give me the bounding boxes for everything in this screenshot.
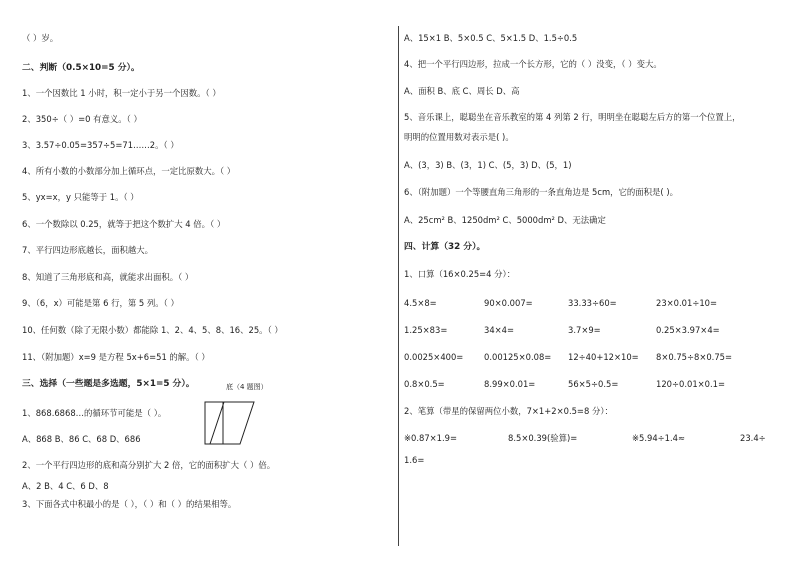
oral-cell: 120÷0.01×0.1= xyxy=(656,379,726,389)
q4: 4、把一个平行四边形，拉成一个长方形，它的（ ）没变，（ ）变大。 xyxy=(404,59,662,69)
oral-cell: 34×4= xyxy=(484,325,515,335)
judge-item-2: 2、350÷（ ）=0 有意义。（ ） xyxy=(22,114,142,124)
written-item: ※0.87×1.9= xyxy=(404,433,458,443)
oral-cell: 0.0025×400= xyxy=(404,352,464,362)
oral-cell: 0.8×0.5= xyxy=(404,379,445,389)
written-item: 8.5×0.39(验算)= xyxy=(508,433,578,443)
oral-cell: 12÷40+12×10= xyxy=(568,352,639,362)
oral-cell: 56×5÷0.5= xyxy=(568,379,619,389)
q5-line-2: 明明的位置用数对表示是( )。 xyxy=(404,132,514,142)
oral-cell: 8.99×0.01= xyxy=(484,379,536,389)
judge-item-6: 6、一个数除以 0.25，就等于把这个数扩大 4 倍。（ ） xyxy=(22,219,226,229)
judge-item-10: 10、任何数（除了无限小数）都能除 1、2、4、5、8、16、25。（ ） xyxy=(22,325,283,335)
oral-heading: 1、口算（16×0.25=4 分）： xyxy=(404,269,516,279)
written-continuation: 1.6= xyxy=(404,455,425,465)
oral-cell: 0.25×3.97×4= xyxy=(656,325,720,335)
oral-cell: 1.25×83= xyxy=(404,325,448,335)
judge-item-8: 8、知道了三角形底和高，就能求出面积。（ ） xyxy=(22,272,194,282)
choose-q1-options: A、868 B、86 C、68 D、686 xyxy=(22,434,141,444)
judge-item-5: 5、yx=x，y 只能等于 1。（ ） xyxy=(22,192,139,202)
q5-options: A、(3，3) B、(3，1) C、(5，3) D、(5，1) xyxy=(404,160,572,170)
q6-options: A、25cm² B、1250dm² C、5000dm² D、无法确定 xyxy=(404,215,606,225)
choose-heading: 三、选择（一些题是多选题，5×1=5 分）。 xyxy=(22,379,195,389)
judge-item-7: 7、平行四边形底越长，面积越大。 xyxy=(22,245,153,255)
judge-item-4: 4、所有小数的小数部分加上循环点，一定比原数大。（ ） xyxy=(22,166,236,176)
judge-item-1: 1、一个因数比 1 小时，积一定小于另一个因数。（ ） xyxy=(22,88,221,98)
judge-item-9: 9、（6，x）可能是第 6 行，第 5 列。（ ） xyxy=(22,298,179,308)
top-line: （ ）岁。 xyxy=(22,33,59,43)
choose-q2: 2、一个平行四边形的底和高分别扩大 2 倍，它的面积扩大（ ）倍。 xyxy=(22,460,276,470)
judge-heading: 二、判断（0.5×10=5 分）。 xyxy=(22,63,140,73)
oral-cell: 90×0.007= xyxy=(484,298,533,308)
q6: 6、（附加题）一个等腰直角三角形的一条直角边是 5cm，它的面积是( )。 xyxy=(404,187,678,197)
choose-q3: 3、下面各式中积最小的是（ ），（ ）和（ ）的结果相等。 xyxy=(22,499,237,509)
column-divider xyxy=(398,26,399,546)
figure-label: 底（4 题图） xyxy=(226,383,268,391)
written-item: 23.4÷ xyxy=(740,433,766,443)
oral-cell: 3.7×9= xyxy=(568,325,601,335)
choose-q2-options: A、2 B、4 C、6 D、8 xyxy=(22,481,109,491)
q3-options: A、15×1 B、5×0.5 C、5×1.5 D、1.5÷0.5 xyxy=(404,33,578,43)
oral-cell: 0.00125×0.08= xyxy=(484,352,552,362)
written-heading: 2、笔算（带星的保留两位小数，7×1+2×0.5=8 分）： xyxy=(404,406,613,416)
oral-cell: 33.33÷60= xyxy=(568,298,617,308)
parallelogram-figure xyxy=(204,398,256,448)
oral-cell: 23×0.01÷10= xyxy=(656,298,718,308)
oral-cell: 4.5×8= xyxy=(404,298,437,308)
q4-options: A、面积 B、底 C、周长 D、高 xyxy=(404,86,520,96)
choose-q1: 1、868.6868…的循环节可能是（ ）。 xyxy=(22,408,167,418)
written-item: ※5.94÷1.4≈ xyxy=(632,433,686,443)
judge-item-11: 11、（附加题）x=9 是方程 5x+6=51 的解。（ ） xyxy=(22,352,210,362)
judge-item-3: 3、3.57÷0.05=357÷5=71……2。（ ） xyxy=(22,140,179,150)
calc-heading: 四、计算（32 分）。 xyxy=(404,242,486,252)
oral-cell: 8×0.75÷8×0.75= xyxy=(656,352,733,362)
q5-line-1: 5、音乐课上，聪聪坐在音乐教室的第 4 列第 2 行，明明坐在聪聪左后方的第一个位置上， xyxy=(404,112,741,122)
